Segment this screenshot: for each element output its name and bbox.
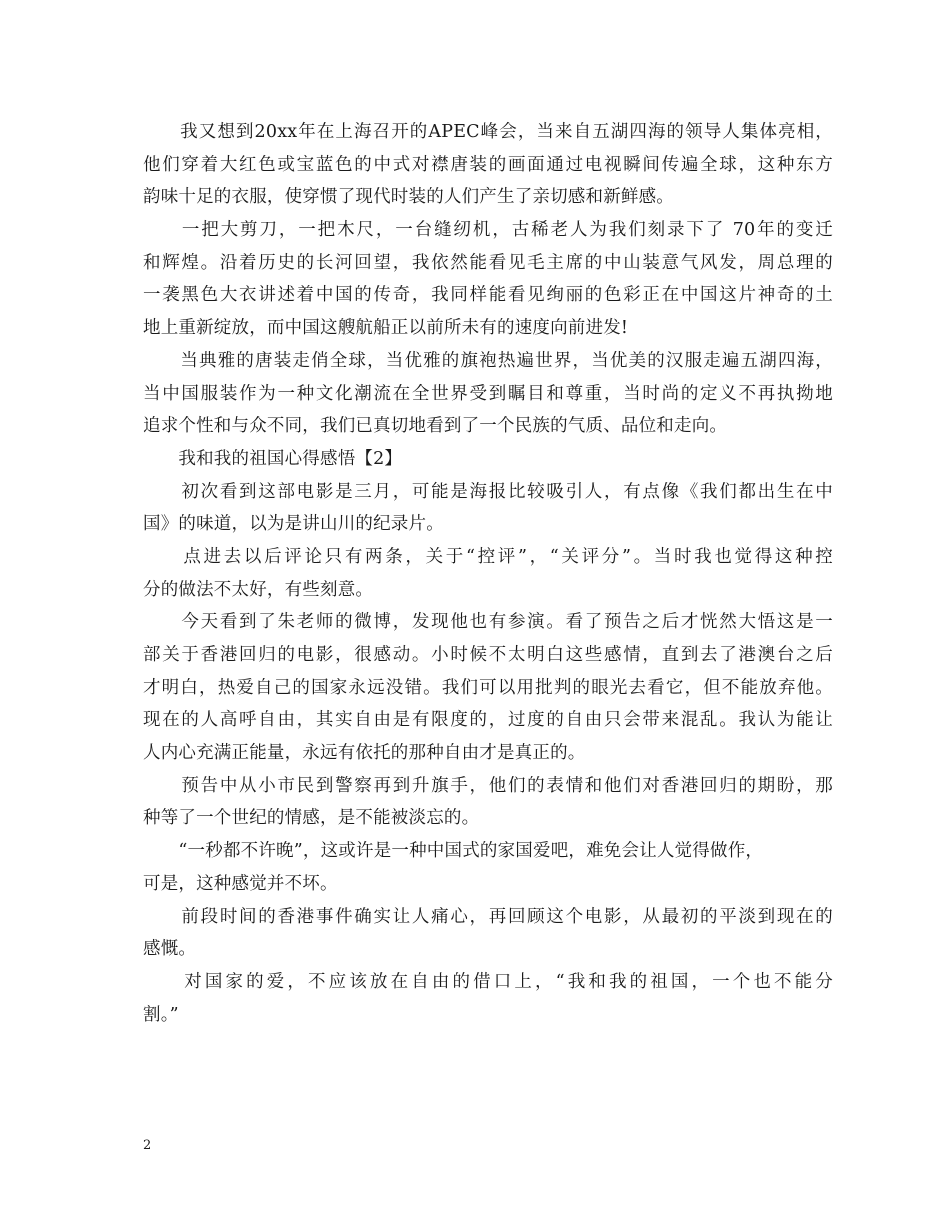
text-line: 种等了一个世纪的情感，是不能被淡忘的。 [143,808,480,829]
text-line: 可是，这种感觉并不坏。 [143,873,338,894]
text-line: 人内心充满正能量，永远有依托的那种自由才是真正的。 [143,743,586,764]
text-line: 部关于香港回归的电影，很感动。小时候不太明白这些感情，直到去了港澳台之后 [143,645,833,665]
text-line: 和辉煌。沿着历史的长河回望，我依然能看见毛主席的中山装意气风发，周总理的 [143,252,833,273]
text-line: 分的做法不太好，有些刻意。 [143,579,374,600]
text-line: 国》的味道，以为是讲山川的纪录片。 [143,514,444,535]
text-line: 地上重新绽放，而中国这艘航船正以前所未有的速度向前进发! [143,318,629,339]
text-line: 点进去以后评论只有两条，关于“控评”，“关评分”。当时我也觉得这种控 [143,546,833,567]
text-line: 感慨。 [143,939,197,960]
text-line: 今天看到了朱老师的微博，发现他也有参演。看了预告之后才恍然大悟这是一 [143,612,833,633]
text-line: 一把大剪刀，一把木尺，一台缝纫机，古稀老人为我们刻录下了 70年的变迁 [143,220,833,241]
text-line: 才明白，热爱自己的国家永远没错。我们可以用批判的眼光去看它，但不能放弃他。 [143,677,833,698]
text-line: 预告中从小市民到警察再到升旗手，他们的表情和他们对香港回归的期盼，那 [143,775,833,796]
text-line: 初次看到这部电影是三月，可能是海报比较吸引人，有点像《我们都出生在中 [143,481,833,502]
text-line: 前段时间的香港事件确实让人痛心，再回顾这个电影，从最初的平淡到现在的 [143,906,833,927]
page-number: 2 [143,1138,152,1153]
text-line: 对国家的爱，不应该放在自由的借口上，“我和我的祖国，一个也不能分 [143,971,833,992]
text-line: 我又想到20xx年在上海召开的APEC峰会，当来自五湖四海的领导人集体亮相， [143,122,833,142]
document-body [143,116,833,1031]
text-line: “一秒都不许晚”，这或许是一种中国式的家国爱吧，难免会让人觉得做作， [143,841,764,862]
text-line: 当典雅的唐装走俏全球，当优雅的旗袍热遍世界，当优美的汉服走遍五湖四海， [143,350,833,371]
text-line: 我和我的祖国心得感悟【2】 [143,448,403,469]
text-line: 追求个性和与众不同，我们已真切地看到了一个民族的气质、品位和走向。 [143,416,728,437]
text-line: 韵味十足的衣服，使穿惯了现代时装的人们产生了亲切感和新鲜感。 [143,187,674,208]
text-line: 当中国服装作为一种文化潮流在全世界受到瞩目和尊重，当时尚的定义不再执拗地 [143,383,833,404]
text-line: 割。” [143,1004,179,1025]
text-line: 现在的人高呼自由，其实自由是有限度的，过度的自由只会带来混乱。我认为能让 [143,710,833,731]
text-line: 他们穿着大红色或宝蓝色的中式对襟唐装的画面通过电视瞬间传遍全球，这种东方 [143,154,833,175]
text-line: 一袭黑色大衣讲述着中国的传奇，我同样能看见绚丽的色彩正在中国这片神奇的土 [143,285,833,306]
